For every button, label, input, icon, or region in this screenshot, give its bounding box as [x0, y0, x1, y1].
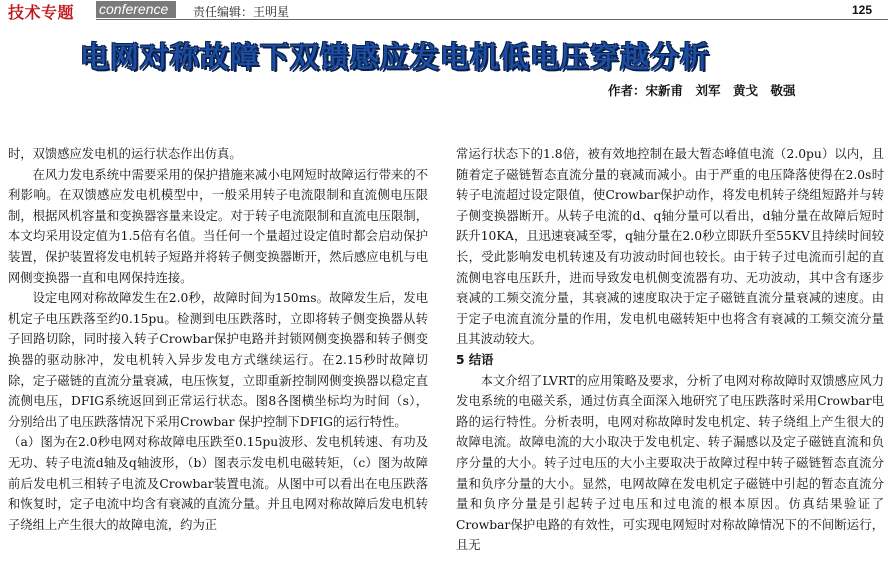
page-header: [0, 0, 888, 22]
paragraph: 时，双馈感应发电机的运行状态作出仿真。: [8, 147, 242, 161]
section-tag: 技术专题: [8, 3, 75, 22]
conference-tag: conference: [96, 1, 176, 18]
paragraph: 常运行状态下的1.8倍，被有效地控制在最大暂态峰值电流（2.0pu）以内，且随着定子磁链暂态直流分量的衰减而减小。由于严重的电压降落使得在2.0s时转子电流超过设定限值，使Crowbar保护动作，将发电机转子绕组短路并与转子侧变换器断开。从转子电流的d、q轴分量可以看出，d轴分量在故障后短时跃升10KA，且迅速衰减至零，q轴分量在2.0秒立即跃升至55KV且持续时间较长，受此影响发电机转速及有功波动时间也较长。由于转子过电流而引起的直流侧电容电压跃升，进而导致发电机侧变流器有功、无功波动，其中含有逐步衰减的工频交流分量，其衰减的速度取决于定子磁链直流分量衰减的速度。由于定子电流直流分量的作用，发电机电磁转矩中也将含有衰减的工频交流分量且其波动较大。: [456, 147, 884, 347]
page-number: 125: [852, 3, 873, 17]
header-divider: [96, 19, 888, 20]
paragraph: 本文介绍了LVRT的应用策略及要求，分析了电网对称故障时双馈感应风力发电系统的电磁关系，通过仿真全面深入地研究了电压跌落时采用Crowbar电路的运行特性。分析表明，电网对称故障时发电机定、转子绕组上产生很大的故障电流。故障电流的大小取决于发电机定、转子漏感以及定子磁链直流和负序分量的大小。转子过电压的大小主要取决于故障过程中转子磁链暂态直流分量和负序分量的大小。显然，电网故障在发电机定子磁链中引起的暂态直流分量和负序分量是引起转子过电压和过电流的根本原因。仿真结果验证了Crowbar保护电路的有效性，可实现电网短时对称故障情况下的不间断运行，且无: [456, 373, 884, 553]
paragraph: 在风力发电系统中需要采用的保护措施来减小电网短时故障运行带来的不利影响。在双馈感应发电机模型中，一般采用转子电流限制和直流侧电压限制，根据风机容量和变换器容量来设定。对于转子电流限制和直流电压限制，本文均采用设定值为1.5倍有名值。当任何一个量超过设定值时都会启动保护装置，保护装置将发电机转子短路并将转子侧变换器断开，然后感应电机与电网侧变换器一直和电网保持连接。: [8, 167, 428, 285]
paragraph: 设定电网对称故障发生在2.0秒，故障时间为150ms。故障发生后，发电机定子电压跌落至约0.15pu。检测到电压跌落时，立即将转子侧变换器从转子回路切除，同时接入转子Crowbar保护电路并封锁网侧变换器和转子侧变换器的驱动脉冲，发电机转入异步发电方式继续运行。在2.15秒时故障切除，定子磁链的直流分量衰减，电压恢复，立即重新控制网侧变换器以稳定直流侧电压，DFIG系统返回到正常运行状态。图8各图横坐标均为时间（s），分别给出了电压跌落情况下采用Crowbar 保护控制下DFIG的运行特性。: [8, 291, 428, 429]
left-column: [8, 144, 428, 535]
paragraph: （a）图为在2.0秒电网对称故障电压跌至0.15pu波形、发电机转速、有功及无功、转子电流d轴及q轴波形，（b）图表示发电机电磁转矩，（c）图为故障前后发电机三相转子电流及Crowbar装置电流。从图中可以看出在电压跌落和恢复时，定子电流中均含有衰减的直流分量。并且电网对称故障后发电机转子绕组上产生很大的故障电流，约为正: [8, 435, 428, 532]
right-column: [456, 144, 884, 556]
editor-credit: 责任编辑：王明星: [193, 5, 290, 19]
article-authors: 作者：宋新甫 刘军 黄戈 敬强: [608, 83, 796, 98]
section-heading: 5 结语: [456, 352, 494, 367]
article-title: 电网对称故障下双馈感应发电机低电压穿越分析: [80, 40, 711, 74]
